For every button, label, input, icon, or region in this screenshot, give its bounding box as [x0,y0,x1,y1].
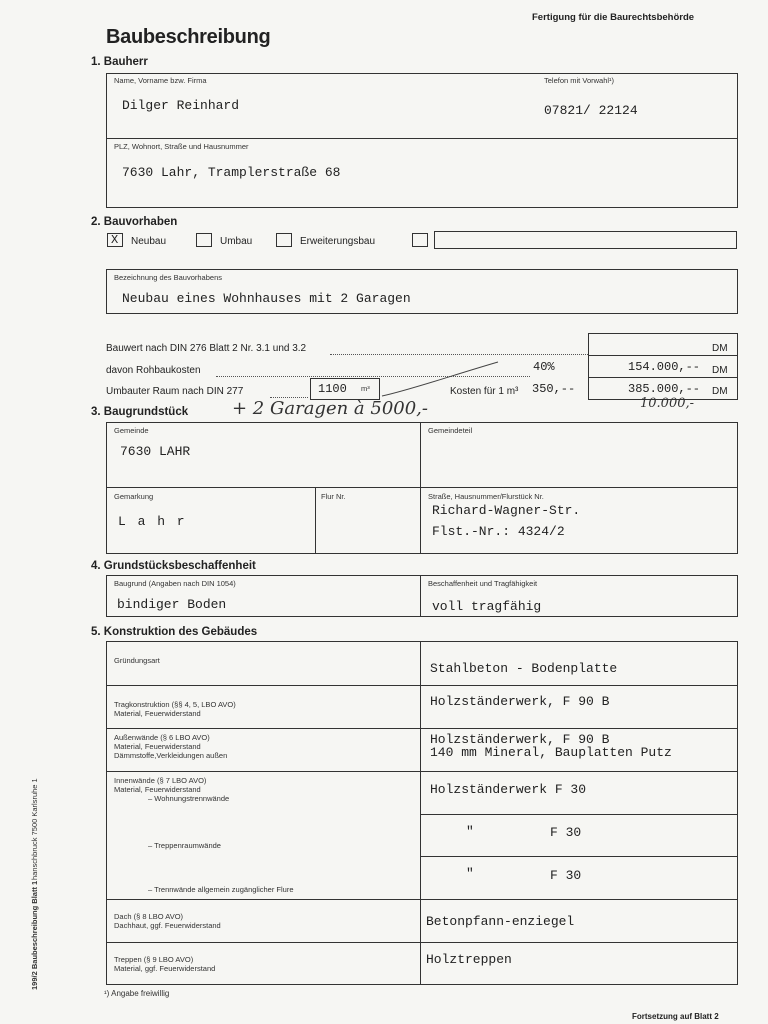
bauwert-unit: DM [712,343,728,354]
flurstueck-field[interactable]: Flst.-Nr.: 4324/2 [432,524,565,539]
handwritten-note: + 2 Garagen à 5000,- [232,398,428,419]
erweiterung-label: Erweiterungsbau [300,236,376,247]
aussen-label [114,733,227,760]
aussen-label-line: Material, Feuerwiderstand [114,742,201,751]
divider [106,138,738,139]
divider [420,641,421,985]
other-checkbox[interactable] [412,233,428,247]
divider [315,487,316,554]
page-title: Baubeschreibung [106,26,271,48]
gemarkung-label: Gemarkung [114,492,154,501]
divider [106,771,738,772]
treppen-field[interactable]: Holztreppen [426,952,512,967]
treppenraum-label: – Treppenraumwände [148,841,221,850]
trag-label-line: Tragkonstruktion (§§ 4, 5, LBO AVO) [114,700,236,709]
divider [588,377,738,378]
address-label: PLZ, Wohnort, Straße und Hausnummer [114,142,249,151]
tragfaehigkeit-field[interactable]: voll tragfähig [432,599,542,614]
aussen-value-line: 140 mm Mineral, Bauplatten Putz [430,745,672,760]
ditto-mark: " [466,824,474,839]
section-4-heading: 4. Grundstücksbeschaffenheit [91,560,256,572]
dotted-leader [330,354,588,355]
gemarkung-field[interactable]: L a h r [118,514,187,529]
gemeindeteil-label: Gemeindeteil [428,426,473,435]
gemeinde-field[interactable]: 7630 LAHR [120,444,191,459]
ditto-mark: " [466,866,474,881]
strasse-field[interactable]: Richard-Wagner-Str. [432,503,581,518]
innen-field[interactable]: Holzständerwerk F 30 [430,782,587,797]
trag-label-line: Material, Feuerwiderstand [114,709,201,718]
treppen-label-line: Material, ggf. Feuerwiderstand [114,964,216,973]
aussen-value-line: Holzständerwerk, F 90 B [430,732,610,747]
treppenraum-field[interactable]: F 30 [550,825,582,840]
bauwert-label: Bauwert nach DIN 276 Blatt 2 Nr. 3.1 und 3.2 [106,343,307,354]
plot-box [106,422,738,554]
gruendung-field[interactable]: Stahlbeton - Bodenplatte [430,661,618,676]
phone-label: Telefon mit Vorwahl¹) [544,76,615,85]
section-2-heading: 2. Bauvorhaben [91,216,178,228]
divider [420,856,738,857]
baugrund-label: Baugrund (Angaben nach DIN 1054) [114,579,236,588]
innen-label-line: Innenwände (§ 7 LBO AVO) [114,776,207,785]
rohbau-label: davon Rohbaukosten [106,365,201,376]
aussen-label-line: Dämmstoffe,Verkleidungen außen [114,751,228,760]
owner-box [106,73,738,208]
umbau-checkbox[interactable] [196,233,212,247]
umbau-label: Umbau [220,236,253,247]
gruendung-label: Gründungsart [114,656,160,665]
flur-label: Flur Nr. [321,492,346,501]
section-5-heading: 5. Konstruktion des Gebäudes [91,626,258,638]
aussen-field[interactable] [430,733,672,759]
handwritten-total: 10.000,- [640,396,695,411]
baugrund-field[interactable]: bindiger Boden [117,597,227,612]
handwritten-stroke [380,360,500,400]
divider [106,487,738,488]
dach-field[interactable]: Betonpfann-enziegel [426,914,575,929]
flure-field[interactable]: F 30 [550,868,582,883]
divider [420,575,421,617]
divider [106,899,738,900]
kosten-per-m3: 350,-- [532,382,576,396]
strasse-label: Straße, Hausnummer/Flurstück Nr. [428,492,544,501]
printer-imprint: hanschbruck 7500 Karlsruhe 1 [30,778,39,880]
continuation-note: Fortsetzung auf Blatt 2 [632,1012,719,1021]
dach-label-line: Dach (§ 8 LBO AVO) [114,912,184,921]
section-3-heading: 3. Baugrundstück [91,406,189,418]
form-number: 199/2 Baubeschreibung Blatt 1 [30,880,39,990]
rohbau-percent: 40% [533,360,555,374]
innen-label [114,776,229,803]
dach-label-line: Dachhaut, ggf. Feuerwiderstand [114,921,221,930]
flure-label: – Trennwände allgemein zugänglicher Flure [148,885,294,894]
kosten-label: Kosten für 1 m³ [450,386,519,397]
tragfaehigkeit-label: Beschaffenheit und Tragfähigkeit [428,579,538,588]
divider [106,942,738,943]
raum-label: Umbauter Raum nach DIN 277 [106,386,244,397]
phone-field[interactable]: 07821/ 22124 [544,103,638,118]
gemeinde-label: Gemeinde [114,426,149,435]
total-value: 385.000,-- [628,382,701,396]
divider [106,728,738,729]
trag-label [114,700,236,718]
copy-note: Fertigung für die Baurechtsbehörde [532,12,695,23]
rohbau-value: 154.000,-- [628,360,701,374]
project-desc-label: Bezeichnung des Bauvorhabens [114,273,222,282]
dach-label [114,912,221,930]
name-field[interactable]: Dilger Reinhard [122,98,240,113]
neubau-label: Neubau [131,236,167,247]
total-unit: DM [712,386,728,397]
treppen-label-line: Treppen (§ 9 LBO AVO) [114,955,194,964]
other-field[interactable] [434,231,737,249]
trag-field[interactable]: Holzständerwerk, F 90 B [430,694,610,709]
raum-value: 1100 [318,382,347,396]
address-field[interactable]: 7630 Lahr, Tramplerstraße 68 [122,165,341,180]
treppen-label [114,955,215,973]
innen-label-line: Material, Feuerwiderstand [114,785,201,794]
name-label: Name, Vorname bzw. Firma [114,76,207,85]
raum-unit: m³ [361,384,370,393]
construction-box [106,641,738,985]
divider [106,685,738,686]
divider [420,814,738,815]
rohbau-unit: DM [712,365,728,376]
innen-label-line: – Wohnungstrennwände [148,794,230,803]
neubau-checkbox[interactable] [107,233,123,247]
erweiterung-checkbox[interactable] [276,233,292,247]
divider [420,422,421,554]
section-1-heading: 1. Bauherr [91,56,148,68]
aussen-label-line: Außenwände (§ 6 LBO AVO) [114,733,210,742]
project-desc-field[interactable]: Neubau eines Wohnhauses mit 2 Garagen [122,291,411,306]
footnote: ¹) Angabe freiwillig [104,989,170,998]
divider [588,355,738,356]
check-mark: X [111,233,119,247]
